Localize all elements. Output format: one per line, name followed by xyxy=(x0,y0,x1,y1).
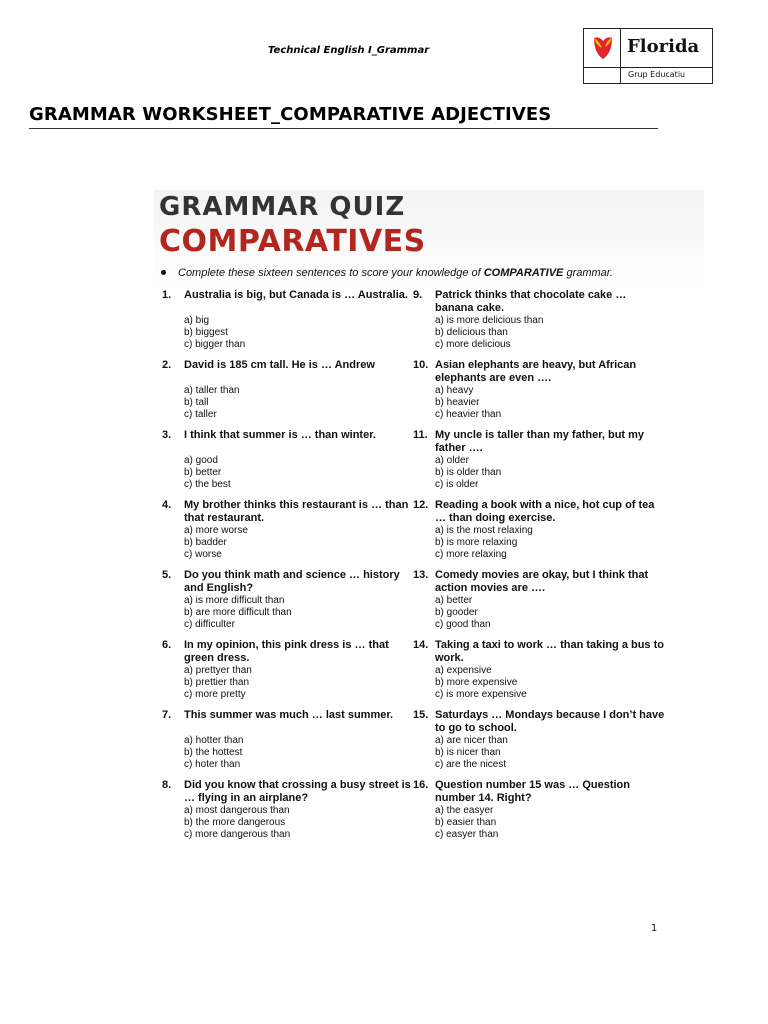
question-text: Did you know that crossing a busy street is … flying in an airplane? xyxy=(184,779,411,804)
answer-option: a) big xyxy=(184,315,210,326)
answer-option: a) prettyer than xyxy=(184,665,252,676)
question-text: My brother thinks this restaurant is … than that restaurant. xyxy=(184,499,409,524)
question-number: 5. xyxy=(162,569,172,581)
answer-option: a) is the most relaxing xyxy=(435,525,533,536)
answer-option: a) is more difficult than xyxy=(184,595,285,606)
answer-option: a) good xyxy=(184,455,218,466)
answer-option: c) more pretty xyxy=(184,689,246,700)
quiz-image xyxy=(154,190,704,852)
answer-option: c) are the nicest xyxy=(435,759,507,770)
answer-options xyxy=(435,315,543,351)
answer-option: c) hoter than xyxy=(184,759,241,770)
question-text: Reading a book with a nice, hot cup of tea … than doing exercise. xyxy=(435,499,655,524)
answer-option: b) tall xyxy=(184,397,209,408)
question-text: Do you think math and science … history and English? xyxy=(184,569,400,594)
answer-option: b) is more relaxing xyxy=(435,537,518,548)
answer-option: a) better xyxy=(435,595,473,606)
page-number: 1 xyxy=(651,923,658,934)
answer-options xyxy=(435,455,501,491)
answer-options xyxy=(184,735,243,771)
answer-option: b) is nicer than xyxy=(435,747,501,758)
answer-options xyxy=(435,735,508,771)
question-text: Taking a taxi to work … than taking a bus to work. xyxy=(435,639,664,664)
question-number: 1. xyxy=(162,289,172,301)
answer-option: b) the more dangerous xyxy=(184,817,286,828)
question-number: 11. xyxy=(413,429,428,441)
answer-options xyxy=(184,385,240,421)
answer-option: c) is older xyxy=(435,479,479,490)
answer-option: b) more expensive xyxy=(435,677,518,688)
question-text: Asian elephants are heavy, but African elephants are even …. xyxy=(435,359,637,384)
shield-leaf-icon xyxy=(592,35,614,61)
answer-options xyxy=(184,315,245,351)
answer-option: c) is more expensive xyxy=(435,689,527,700)
answer-option: c) difficulter xyxy=(184,619,235,630)
quiz-instruction: Complete these sixteen sentences to score your knowledge of COMPARATIVE grammar. xyxy=(178,267,614,279)
answer-options xyxy=(184,525,248,561)
answer-options xyxy=(435,595,491,631)
question-number: 8. xyxy=(162,779,172,791)
answer-option: c) heavier than xyxy=(435,409,502,420)
answer-option: c) good than xyxy=(435,619,491,630)
question-number: 12. xyxy=(413,499,429,511)
answer-option: a) most dangerous than xyxy=(184,805,290,816)
question-number: 3. xyxy=(162,429,172,441)
question-number: 2. xyxy=(162,359,172,371)
question-text: Comedy movies are okay, but I think that action movies are …. xyxy=(435,569,649,594)
question-text: Saturdays … Mondays because I don’t have to go to school. xyxy=(435,709,665,734)
answer-option: b) prettier than xyxy=(184,677,250,688)
florida-logo xyxy=(583,28,713,84)
answer-option: b) the hottest xyxy=(184,747,243,758)
question-number: 9. xyxy=(413,289,423,301)
answer-option: a) taller than xyxy=(184,385,240,396)
answer-option: b) biggest xyxy=(184,327,228,338)
question-number: 15. xyxy=(413,709,429,721)
question-number: 7. xyxy=(162,709,172,721)
question-number: 10. xyxy=(413,359,429,371)
question-text: Question number 15 was … Question number 14. Right? xyxy=(435,779,630,804)
answer-options xyxy=(184,805,290,841)
bullet-icon xyxy=(161,270,166,275)
answer-option: c) easyer than xyxy=(435,829,499,840)
question-number: 13. xyxy=(413,569,429,581)
answer-option: c) bigger than xyxy=(184,339,246,350)
answer-option: b) heavier xyxy=(435,397,480,408)
answer-options xyxy=(435,385,501,421)
answer-option: a) hotter than xyxy=(184,735,244,746)
question-number: 4. xyxy=(162,499,172,511)
answer-option: a) are nicer than xyxy=(435,735,508,746)
question-text: This summer was much … last summer. xyxy=(184,709,394,721)
answer-option: b) is older than xyxy=(435,467,502,478)
answer-options xyxy=(435,665,527,701)
title-underline xyxy=(29,128,658,129)
answer-option: c) worse xyxy=(184,549,222,560)
question-text: In my opinion, this pink dress is … that green dress. xyxy=(184,639,389,664)
question-text: Patrick thinks that chocolate cake … banana cake. xyxy=(435,289,627,314)
answer-option: a) expensive xyxy=(435,665,492,676)
answer-options xyxy=(435,805,498,841)
question-number: 14. xyxy=(413,639,429,651)
answer-option: b) gooder xyxy=(435,607,478,618)
question-text: Australia is big, but Canada is … Australia. xyxy=(184,289,408,301)
answer-options xyxy=(435,525,533,561)
answer-options xyxy=(184,665,252,701)
answer-option: a) is more delicious than xyxy=(435,315,544,326)
answer-option: c) more delicious xyxy=(435,339,511,350)
answer-option: a) older xyxy=(435,455,469,466)
answer-option: b) delicious than xyxy=(435,327,508,338)
answer-option: c) more dangerous than xyxy=(184,829,291,840)
answer-option: c) the best xyxy=(184,479,231,490)
answer-option: a) heavy xyxy=(435,385,474,396)
quiz-subheading: COMPARATIVES xyxy=(159,224,426,259)
answer-options xyxy=(184,595,292,631)
question-number: 6. xyxy=(162,639,172,651)
logo-name: Florida xyxy=(627,36,700,57)
answer-option: b) better xyxy=(184,467,222,478)
answer-option: b) badder xyxy=(184,537,227,548)
question-text: David is 185 cm tall. He is … Andrew xyxy=(184,359,375,371)
answer-option: c) taller xyxy=(184,409,217,420)
quiz-heading: GRAMMAR QUIZ xyxy=(159,192,406,222)
logo-subtitle: Grup Educatiu xyxy=(628,70,686,79)
course-header: Technical English I_Grammar xyxy=(268,45,430,56)
question-number: 16. xyxy=(413,779,429,791)
document-title: GRAMMAR WORKSHEET_COMPARATIVE ADJECTIVES xyxy=(29,104,552,125)
answer-option: c) more relaxing xyxy=(435,549,507,560)
question-text: My uncle is taller than my father, but my father …. xyxy=(435,429,645,454)
answer-option: b) are more difficult than xyxy=(184,607,292,618)
answer-option: a) more worse xyxy=(184,525,248,536)
answer-option: a) the easyer xyxy=(435,805,494,816)
question-text: I think that summer is … than winter. xyxy=(184,429,376,441)
answer-option: b) easier than xyxy=(435,817,497,828)
answer-options xyxy=(184,455,231,491)
